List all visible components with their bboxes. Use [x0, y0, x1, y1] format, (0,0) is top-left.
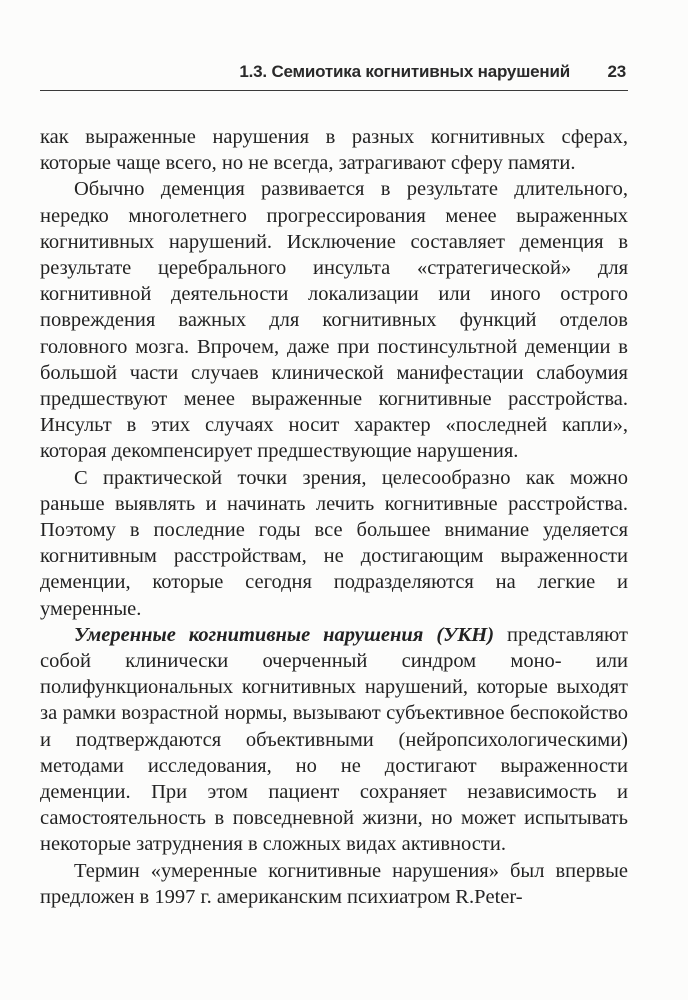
paragraph-dementia-development: Обычно деменция развивается в результате длительного, нередко многолетнего прогрессирования менее выраженных когнитивных нарушений. Исключение составляет деменция в результате церебрального инсульта «стратегической» для когнитивной деятельности локализации или иного острого повреждения важных для когнитивных функций отделов головного мозга. Впрочем, даже при постинсультной деменции в большой части случаев клинической манифестации слабоумия предшествуют менее выраженные когнитивные расстройства. Инсульт в этих случаях носит характер «последней капли», которая декомпенсирует предшествующие нарушения.: [40, 178, 628, 463]
page-number: 23: [607, 62, 626, 81]
paragraph-term-history: Термин «умеренные когнитивные нарушения» был впервые предложен в 1997 г. американским психиатром R.Peter-: [40, 859, 628, 908]
term-mci: Умеренные когнитивные нарушения (УКН): [74, 623, 495, 646]
mci-definition-text: представляют собой клинически очерченный синдром моно- или полифункциональных когнитивных нарушений, которые выходят за рамки возрастной нормы, вызывают субъективное беспокойство и подтверждаются объективными (нейропсихологическими) методами исследования, но не достигают выраженности деменции. При этом пациент сохраняет независимость и самостоятельность в повседневной жизни, но может испытывать некоторые затруднения в сложных видах активности.: [40, 623, 629, 856]
body-text: [40, 124, 628, 910]
paragraph-continuation: как выраженные нарушения в разных когнитивных сферах, которые чаще всего, но не всегда, затрагивают сферу памяти.: [40, 126, 628, 175]
paragraph-mci-definition: [40, 622, 628, 858]
running-header: [40, 58, 628, 88]
paragraph-early-detection: С практической точки зрения, целесообразно как можно раньше выявлять и начинать лечить когнитивные расстройства. Поэтому в последние годы все большее внимание уделяется когнитивным расстройствам, не достигающим выраженности деменции, которые сегодня подразделяются на легкие и умеренные.: [40, 466, 628, 620]
section-title: 1.3. Семиотика когнитивных нарушений: [239, 62, 570, 81]
header-rule: [40, 90, 628, 91]
